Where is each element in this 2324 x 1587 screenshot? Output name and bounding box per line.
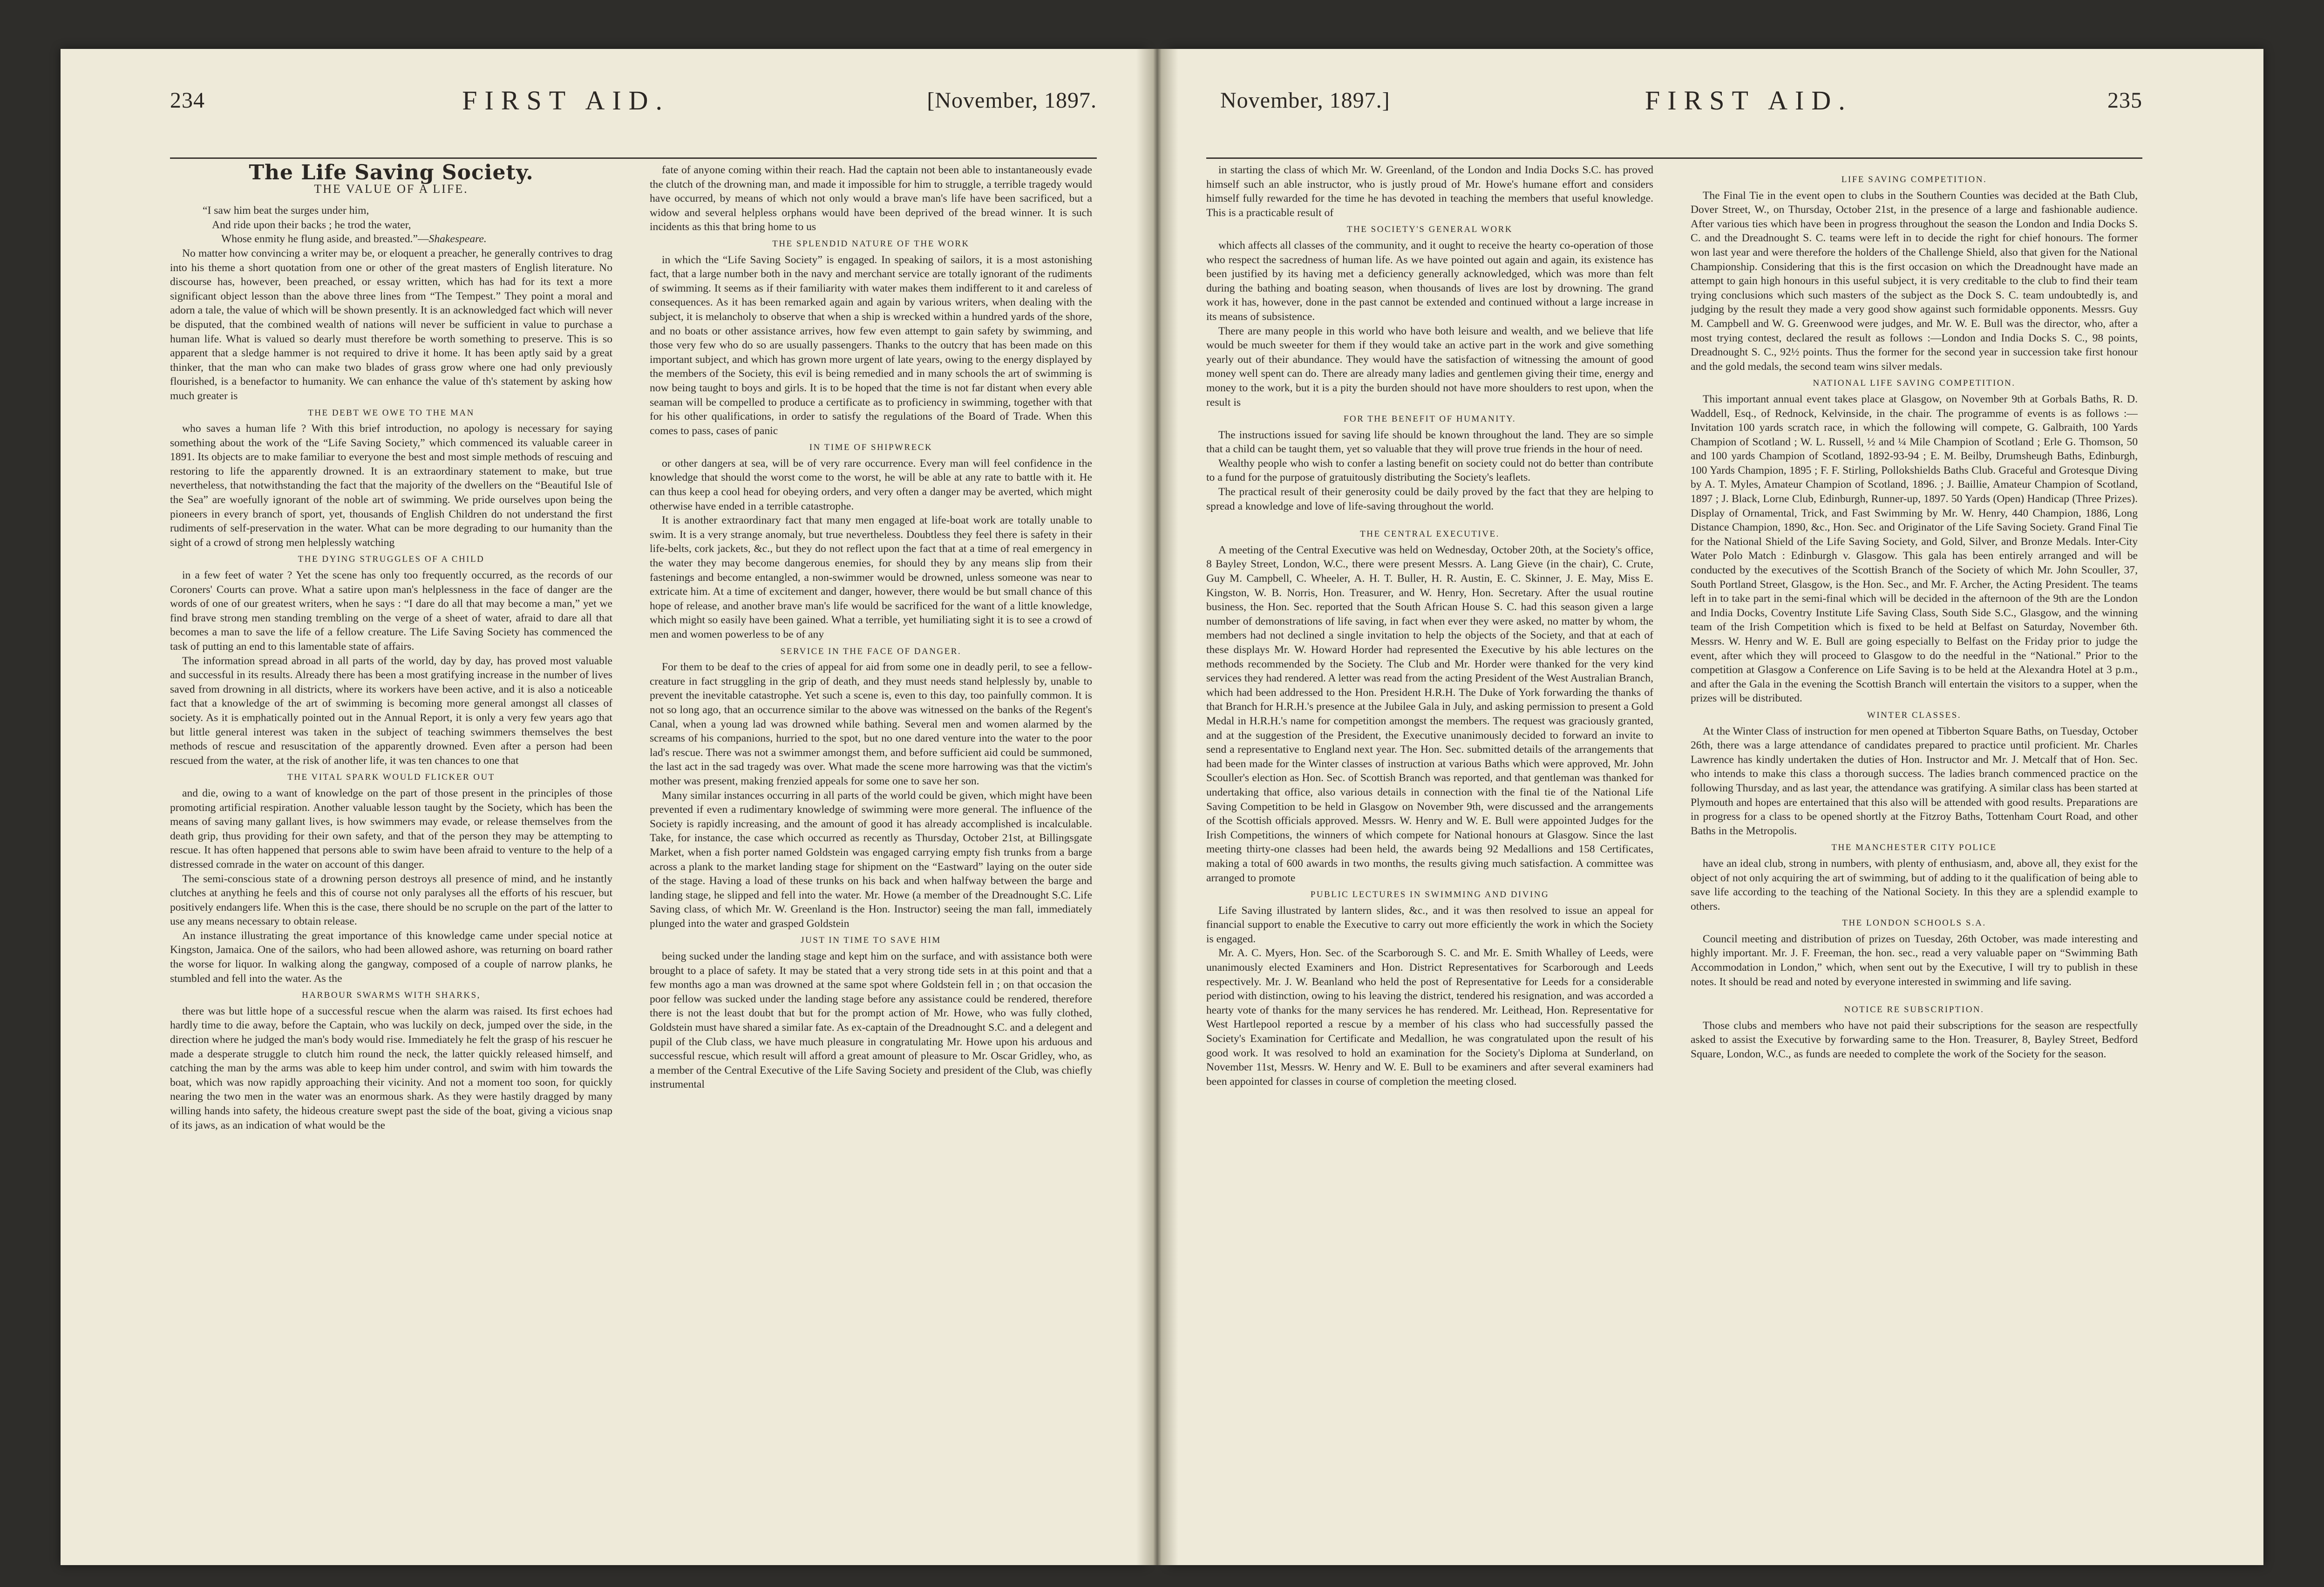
left-column-2	[650, 163, 1092, 1523]
verse-line	[221, 232, 612, 246]
section-heading: LIFE SAVING COMPETITION.	[1841, 175, 1987, 184]
left-issue-date: [November, 1897.	[927, 88, 1097, 113]
book-gutter	[1136, 49, 1178, 1565]
article-subtitle: THE VALUE OF A LIFE.	[314, 182, 469, 196]
section-spacer	[1691, 989, 2138, 1000]
paragraph: This important annual event takes place at Glasgow, on November 9th at Gorbals Baths, R. D. Waddell, Esq., of Rednock, Kelvinside, in the chair. The programme of events is as follows :—Invitation 100 yards scratch race, in which the following will compete, G. Galbraith, 100 Yards Champion of Scotland ; W. L. Russell, ½ and ¼ Mile Champion of Scotland ; Erle G. Thomson, 50 and 100 yards Champion of Scotland, 1892-93-94 ; E. M. Beilby, Drumsheugh Baths, Edinburgh, 100 Yards Champion, 1895 ; F. F. Stirling, Pollokshields Baths Club. Graceful and Grotesque Diving by A. T. Myles, Amateur Champion of Scotland, 1896. ; J. Baillie, Amateur Champion of Scotland, 1897 ; J. Black, Lorne Club, Edinburgh, Runner-up, 1897. 50 Yards (Open) Handicap (Three Prizes). Display of Ornamental, Trick, and Fast Swimming by Mr. W. Henry, 440 Champion, 1886, Long Distance Champion, 1890, &c., Hon. Sec. and Originator of the Life Saving Society. Grand Final Tie for the National Shield of the Life Saving Society, and Gold, Silver, and Bronze Medals. Inter-City Water Polo Match : Edinburgh v. Glasgow. This gala has been entirely arranged and will be conducted by the executives of the Scottish Branch of the Society of which Mr. John Scouller, 37, South Portland Street, Glasgow, is the Hon. Sec., and Mr. F. Archer, the Acting President. The teams left in to take part in the semi-final which will be decided in the afternoon of the 9th are the London and India Docks, Coventry Institute Life Saving Class, South Side S.C., Glasgow, and the winning team of the Irish Competition which is fixed to be held at Belfast on Saturday, November 6th. Messrs. W. Henry and W. E. Bull are going especially to Belfast on the Friday prior to judge the event, after which they will proceed to Glasgow to do the needful in the “National.” Prior to the competition at Glasgow a Conference on Life Saving is to be held at the Alexandra Hotel at 3 p.m., and after the Gala in the evening the Scottish Branch will entertain the visitors to a supper, when the prizes will be distributed.	[1691, 393, 2138, 705]
left-header-rule	[170, 157, 1097, 159]
left-column-1-text	[170, 246, 612, 1132]
left-column-2-text	[650, 163, 1092, 1092]
paragraph: fate of anyone coming within their reach. Had the captain not been able to instantaneously evade the clutch of the drowning man, and made it impossible for him to struggle, a terrible tragedy would have occurred, by means of which not only would a brave man's life have been sacrificed, but a widow and several helpless orphans would have been deprived of the bread winner. It is such incidents as this that bring home to us	[650, 164, 1092, 233]
paragraph: Wealthy people who wish to confer a lasting benefit on society could not do better than contribute to a fund for the purpose of gratuitously distributing the Society's leaflets.	[1206, 457, 1653, 484]
paragraph: Those clubs and members who have not paid their subscriptions for the season are respectfully asked to assist the Executive by forwarding same to the Hon. Treasurer, 8, Bayley Street, Bedford Square, London, W.C., as funds are needed to complete the work of the Society for the season.	[1691, 1019, 2138, 1061]
section-heading: PUBLIC LECTURES IN SWIMMING AND DIVING	[1310, 890, 1549, 900]
paragraph: Council meeting and distribution of prizes on Tuesday, 26th October, was made interesting and highly important. Mr. J. F. Freeman, the hon. sec., read a very valuable paper on “Swimming Bath Accommodation in London,” which, when sent out by the Executive, I will try to publish in these notes. It should be read and noted by everyone interested in swimming and life saving.	[1691, 933, 2138, 988]
section-heading: THE DYING STRUGGLES OF A CHILD	[298, 554, 485, 565]
paragraph: in a few feet of water ? Yet the scene has only too frequently occurred, as the records of our Coroners' Courts can prove. What a satire upon man's helplessness in the face of danger are the words of one of our greatest writers, when he says : “I dare do all that may become a man,” yet we find brave strong men standing trembling on the verge of a sheet of water, afraid to dare all that becomes a man to save the life of a fellow creature. The Life Saving Society has commenced the task of putting an end to this lamentable state of affairs.	[170, 569, 612, 653]
paragraph: in starting the class of which Mr. W. Greenland, of the London and India Docks S.C. has proved himself such an able instructor, who is justly proud of Mr. Howe's humane effort and considers himself fully rewarded for the time he has devoted in teaching the members that useful knowledge. This is a practicable result of	[1206, 164, 1653, 219]
section-heading: THE DEBT WE OWE TO THE MAN	[308, 408, 475, 418]
paragraph: being sucked under the landing stage and kept him on the surface, and with assistance both were brought to a place of safety. It may be stated that a very strong tide sets in at this point and that a few months ago a man was drowned at the same spot where Goldstein fell in ; on that occasion the poor fellow was sucked under the landing stage before any assistance could be rendered, therefore there is not the least doubt that but for the prompt action of Mr. Howe, who was fully clothed, Goldstein must have shared a similar fate. As ex-captain of the Dreadnought S.C. and a delegent and pupil of the Club class, we have much pleasure in congratulating Mr. Howe upon his arduous and successful rescue, which result will afford a great amount of pleasure to Mr. Oscar Gridley, who, as a member of the Central Executive of the Life Saving Society and president of the Club, was chiefly instrumental	[650, 950, 1092, 1091]
left-running-header	[170, 70, 1097, 130]
paragraph: The semi-conscious state of a drowning person destroys all presence of mind, and he instantly clutches at anything he feels and this of course not only paralyses all the efforts of his rescuer, but positively endangers life. When this is the case, there should be no scruple on the part of the latter to use any means necessary to obtain release.	[170, 872, 612, 928]
verse-line: And ride upon their backs ; he trod the water,	[212, 218, 411, 231]
verse-line-text: Whose enmity he flung aside, and breasted.”—	[221, 233, 429, 245]
section-heading: IN TIME OF SHIPWRECK	[809, 443, 933, 453]
right-column-2	[1691, 170, 2138, 1523]
right-column-1	[1206, 163, 1653, 1523]
article-title: The Life Saving Society.	[249, 163, 534, 184]
paragraph: which affects all classes of the community, and it ought to receive the hearty co-operation of those who respect the sacredness of human life. As we have pointed out again and again, its existence has been justified by its having met a deficiency generally acknowledged, which was more than felt during the bathing and boating season, when thousands of lives are lost by drowning. The grand work it has, however, done in the past cannot be extended and continued without a large increase in its means of subsistence.	[1206, 239, 1653, 323]
section-heading: NOTICE RE SUBSCRIPTION.	[1844, 1005, 1984, 1015]
section-heading: SERVICE IN THE FACE OF DANGER.	[780, 646, 962, 656]
section-heading: WINTER CLASSES.	[1867, 710, 1962, 720]
verse-author: Shakespeare.	[428, 233, 487, 245]
section-heading: THE SPLENDID NATURE OF THE WORK	[772, 238, 970, 249]
paragraph: At the Winter Class of instruction for men opened at Tibberton Square Baths, on Tuesday, October 26th, there was a large attendance of candidates prepared to practice until proficient. Mr. Charles Lawrence has kindly undertaken the duties of Hon. Instructor and Mr. J. Metcalf that of Hon. Sec. who intends to make this class a thorough success. The ladies branch commenced practice on the following Thursday, and as last year, the attendance was gratifying. A similar class has been started at Plymouth and hopes are entertained that this also will be attended with good results. Preparations are in progress for a class to be opened shortly at the Fitzroy Baths, Tottenham Court Road, and other Baths in the Metropolis.	[1691, 725, 2138, 837]
left-page-number: 234	[170, 88, 205, 113]
section-heading: THE LONDON SCHOOLS S.A.	[1842, 918, 1986, 928]
section-heading: THE VITAL SPARK WOULD FLICKER OUT	[287, 772, 495, 783]
paragraph: who saves a human life ? With this brief introduction, no apology is necessary for saying something about the work of the “Life Saving Society,” which commenced its valuable career in 1891. Its objects are to make familiar to everyone the best and most simple methods of rescuing and restoring to life the apparently drowned. It is an extraordinary statement to make, but true nevertheless, that notwithstanding the fact that the majority of the dwellers on the “Beautiful Isle of the Sea” are woefully ignorant of the noble art of swimming. We pride ourselves upon being the pioneers in every branch of sport, yet, thousands of English Children do not understand the first rudiments of self-preservation in the water. What can be more degrading to our humanity than the sight of a crowd of strong men helplessly watching	[170, 422, 612, 549]
right-page-number: 235	[2107, 88, 2142, 113]
epigraph-verse	[203, 204, 612, 246]
paragraph: and die, owing to a want of knowledge on the part of those present in the principles of those promoting artificial respiration. Another valuable lesson taught by the Society, which has been the means of saving many gallant lives, is how swimmers may evade, or release themselves from the death grip, thus providing for their own safety, and that of the person they may be attempting to rescue. It has often happened that persons able to swim have been afraid to venture to the help of a distressed comrade in the water on account of this danger.	[170, 787, 612, 871]
paragraph: An instance illustrating the great importance of this knowledge came under special notice at Kingston, Jamaica. One of the sailors, who had been allowed ashore, was returning on board rather the worse for liquor. In walking along the gangway, composed of a couple of narrow planks, he stumbled and fell into the water. As the	[170, 929, 612, 985]
verse-line: “I saw him beat the surges under him,	[203, 204, 369, 217]
paragraph: No matter how convincing a writer may be, or eloquent a preacher, he generally contrives to drag into his theme a short quotation from one or other of the great masters of English literature. No discourse has, however, been preached, or essay written, which has had for its text a more significant object lesson than the above three lines from “The Tempest.” They point a moral and adorn a tale, the value of which will be shown presently. It is an acknowledged fact which will never be disputed, that the combined wealth of nations will never be sufficient in value to purchase a human life. What is valued so dearly must therefore be worth something to preserve. This is so apparent that a sledge hammer is not required to drive it home. It has been aptly said by a great thinker, that the man who can make two blades of grass grow where one had only previously flourished, is a benefactor to humanity. We can enhance the value of th's statement by asking how much greater is	[170, 247, 612, 402]
section-spacer	[1206, 513, 1653, 524]
right-header-rule	[1206, 157, 2142, 159]
paragraph: Many similar instances occurring in all parts of the world could be given, which might have been prevented if even a rudimentary knowledge of swimming were more general. The influence of the Society is rapidly increasing, and the amount of good it has already accomplished is incalculable. Take, for instance, the case which occurred as recently as Thursday, October 21st, at Billingsgate Market, when a fish porter named Goldstein was engaged carrying empty fish trunks from a barge across a plank to the market landing stage for shipment on the “Eastward” laying on the outer side of the stage. Having a load of these trunks on his back and when halfway between the barge and landing stage, he slipped and fell into the water. Mr. Howe (a member of the Dreadnought S.C. Life Saving class, of which Mr. W. Greenland is the Hon. Instructor) seeing the man fall, immediately plunged into the water and grasped Goldstein	[650, 789, 1092, 930]
paragraph: or other dangers at sea, will be of very rare occurrence. Every man will feel confidence in the knowledge that should the worst come to the worst, he will be able at any rate to battle with it. He can thus keep a cool head for obeying orders, and very often a danger may be averted, which might otherwise have ended in a terrible catastrophe.	[650, 457, 1092, 512]
section-heading: THE CENTRAL EXECUTIVE.	[1360, 529, 1500, 539]
right-column-2-text	[1691, 173, 2138, 1062]
right-running-title: FIRST AID.	[1644, 85, 1853, 116]
paragraph: The instructions issued for saving life should be known throughout the land. They are so simple that a child can be taught them, yet so valuable that they will prove true friends in the hour of need.	[1206, 429, 1653, 456]
paragraph: For them to be deaf to the cries of appeal for aid from some one in deadly peril, to see a fellow-creature in fact struggling in the grip of death, and they must needs stand helplessly by, unable to prevent the inevitable catastrophe. Yet such a scene is, even to this day, too painfully common. It is not so long ago, that an occurrence similar to the above was witnessed on the banks of the Regent's Canal, when a young lad was drowned while bathing. Several men and women alarmed by the screams of his companions, hurried to the spot, but no one dared venture into the water to the poor lad's rescue. There was not a swimmer amongst them, and before sufficient aid could be summoned, the last act in the sad tragedy was over. What made the scene more harrowing was that the victim's mother was present, making frenzied appeals for some one to save her son.	[650, 661, 1092, 787]
right-column-1-text	[1206, 163, 1653, 1089]
section-heading: THE SOCIETY'S GENERAL WORK	[1346, 225, 1513, 235]
paragraph: It is another extraordinary fact that many men engaged at life-boat work are totally unable to swim. It is a very strange anomaly, but true nevertheless. Doubtless they feel there is safety in their life-belts, cork jackets, &c., but they do not reflect upon the fact that at a time of real emergency in the water they may become dangerous enemies, for should they by any means slip from their fastenings and become entangled, a non-swimmer would be drowned, unless someone was near to extricate him. At a time of excitement and danger, however, there would be but small chance of this hope of release, and another brave man's life would be sacrificed for the want of a little knowledge, which might so easily have been gained. What a terrible, yet humiliating sight it is to see a crowd of men and women powerless to be of any	[650, 514, 1092, 640]
left-column-1	[170, 163, 612, 1523]
paragraph: have an ideal club, strong in numbers, with plenty of enthusiasm, and, above all, they exist for the object of not only acquiring the art of swimming, but of adding to it the qualification of being able to save life according to the teaching of the National Society. In this they are a splendid example to others.	[1691, 857, 2138, 913]
paragraph: there was but little hope of a successful rescue when the alarm was raised. Its first echoes had hardly time to die away, before the Captain, who was luckily on deck, jumped over the side, in the direction where he judged the man's body would rise. Immediately he felt the grasp of his rescuer he made a desperate struggle to clutch him round the neck, the latter quickly released himself, and catching the man by the arms was able to keep him under control, and swim with him towards the boat, which was now rapidly approaching their vicinity. And not a moment too soon, for quickly nearing the two men in the water was an enormous shark. As they were hastily dragged by many willing hands into safety, the hideous creature swept past the side of the boat, giving a vicious snap of its jaws, as an indication of what would be the	[170, 1005, 612, 1131]
paragraph: Life Saving illustrated by lantern slides, &c., and it was then resolved to issue an appeal for financial support to enable the Executive to carry out more efficiently the work in which the Society is engaged.	[1206, 904, 1653, 945]
paragraph: The Final Tie in the event open to clubs in the Southern Counties was decided at the Bath Club, Dover Street, W., on Thursday, October 21st, in the presence of a large and fashionable audience. After various ties which have been in progress throughout the season the London and India Docks S. C. and the Dreadnought S. C. teams were left in to decide the right for chief honours. The former won last year and were therefore the holders of the Challenge Shield, also that given for the National Championship. Considering that this is the first occasion on which the Dreadnought have made an attempt to gain high honours in this useful subject, it is very creditable to the club to find their team trying conclusions which such masters of the subject as the Dock S. C. team undoubtedly is, and judging by the result they made a very good show against such formidable opponents. Messrs. Guy M. Campbell and W. G. Greenwood were judges, and Mr. W. E. Bull was the director, who, after a most trying contest, declared the result as follows :—London and India Docks S. C., 98 points, Dreadnought S. C., 92½ points. Thus the former for the second year in succession take first honour and the gold medals, the second team wins silver medals.	[1691, 189, 2138, 373]
section-heading: THE MANCHESTER CITY POLICE	[1831, 843, 1997, 853]
right-running-header	[1220, 70, 2142, 130]
left-running-title: FIRST AID.	[462, 85, 670, 116]
right-issue-date: November, 1897.]	[1220, 88, 1390, 113]
section-heading: FOR THE BENEFIT OF HUMANITY.	[1343, 414, 1516, 424]
paragraph: There are many people in this world who have both leisure and wealth, and we believe that life would be much sweeter for them if they would take an active part in the work and give something yearly out of their abundance. They would have the satisfaction of witnessing the amount of good money well spent can do. There are already many ladies and gentlemen giving their time, energy and money to the work, but it is a pity the burden should not have more shoulders to rest upon, when the result is	[1206, 325, 1653, 409]
paragraph: in which the “Life Saving Society” is engaged. In speaking of sailors, it is a most astonishing fact, that a large number both in the navy and merchant service are totally ignorant of the rudiments of swimming. It seems as if their familiarity with water makes them indifferent to it and careless of consequences. As it has been remarked again and again by various writers, when dealing with the subject, it is melancholy to observe that when a ship is wrecked within a hundred yards of the shore, and no boats or other assistance arrives, how few even attempt to gain safety by swimming, and those very few who do so are usually passengers. Thanks to the outcry that has been made on this important subject, and which has grown more urgent of late years, owing to the energy displayed by the members of the Society, this evil is being remedied and in many schools the art of swimming is now being taught to boys and girls. It is to be hoped that the time is not far distant when every able seaman will be compelled to produce a certificate as to proficiency in swimming, together with that for his other qualifications, in order to satisfy the regulations of the Board of Trade. When this comes to pass, cases of panic	[650, 253, 1092, 437]
section-heading: HARBOUR SWARMS WITH SHARKS,	[302, 990, 481, 1001]
paragraph: Mr. A. C. Myers, Hon. Sec. of the Scarborough S. C. and Mr. E. Smith Whalley of Leeds, were unanimously elected Examiners and Hon. District Representatives for Scarborough and Leeds respectively. Mr. J. W. Beanland who held the post of Representative for Leeds for a considerable period with distinction, owing to his leaving the district, tendered his resignation, and was accorded a hearty vote of thanks for the many services he has rendered. Mr. Leithead, Hon. Representative for West Hartlepool reported a rescue by a member of his class who had successfully passed the Society's Examination for Certificate and Medallion, he was congratulated upon the result of his good work. It was resolved to hold an examination for the Society's Diploma at Sunderland, on November 11st, Messrs. W. Henry and W. E. Bull to be examiners and after several examiners had been appointed for classes in course of completion the meeting closed.	[1206, 947, 1653, 1088]
section-heading: NATIONAL LIFE SAVING COMPETITION.	[1813, 378, 2016, 388]
paragraph: The practical result of their generosity could be daily proved by the fact that they are helping to spread a knowledge and love of life-saving throughout the world.	[1206, 486, 1653, 512]
paragraph: A meeting of the Central Executive was held on Wednesday, October 20th, at the Society's office, 8 Bayley Street, London, W.C., there were present Messrs. A. Lang Gieve (in the chair), C. Crute, Guy M. Campbell, C. Wheeler, A. H. T. Buller, H. R. Austin, E. C. Skinner, J. E. May, Miss E. Kingston, W. B. Norris, Hon. Treasurer, and W. Henry, Hon. Secretary. After the usual routine business, the Hon. Sec. reported that the South African House S. C. had this season given a large number of demonstrations of life saving, in fact when ever they were asked, no matter by whom, the members had not declined a single invitation to help the objects of the Society, and that at each of these displays Mr. W. Howard Horder had represented the Executive by his able lectures on the methods recommended by the Society. The Club and Mr. Horder were thanked for the very kind services they had rendered. A letter was read from the acting President of the West Australian Branch, which had been addressed to the Hon. President H.R.H. The Duke of York forwarding the thanks of that Branch for H.R.H.'s presence at the Jubilee Gala in July, and asking permission to present a Gold Medal in H.R.H.'s name for competition amongst the members. The request was graciously granted, and at the suggestion of the President, the Executive unanimously decided to forward an invite to send a representative to England next year. The Hon. Sec. submitted details of the arrangements that had been made for the Winter classes of instruction at various Baths which were approved, Mr. John Scouller's election as Hon. Sec. of Scottish Branch was reported, and that gentleman was thanked for undertaking that office, also various details in connection with the final tie of the National Life Saving Competition to be held in Glasgow on November 9th, were discussed and the arrangements of the Scottish officials approved. Messrs. W. Henry and W. E. Bull were appointed Judges for the Irish Competitions, the winners of which compete for National honours at Glasgow. Since the last meeting thirty-one classes had been held, the awards being 92 Medallions and 158 Certificates, making a total of 600 awards in two months, the results giving much satisfaction. A committee was arranged to promote	[1206, 544, 1653, 884]
paragraph: The information spread abroad in all parts of the world, day by day, has proved most valuable and successful in its results. Already there has been a most gratifying increase in the number of lives saved from drowning in all districts, where its workers have been active, and it is also a noticeable fact that a knowledge of the art of swimming is becoming more general amongst all classes of society. As it is emphatically pointed out in the Annual Report, it is only a very few years ago that but little general interest was taken in the subject of teaching swimmers themselves the best methods of rescue and resuscitation of the apparently drowned. Even after a person had been rescued from the water, at the risk of another life, it was ten chances to one that	[170, 654, 612, 767]
section-heading: JUST IN TIME TO SAVE HIM	[801, 935, 941, 946]
